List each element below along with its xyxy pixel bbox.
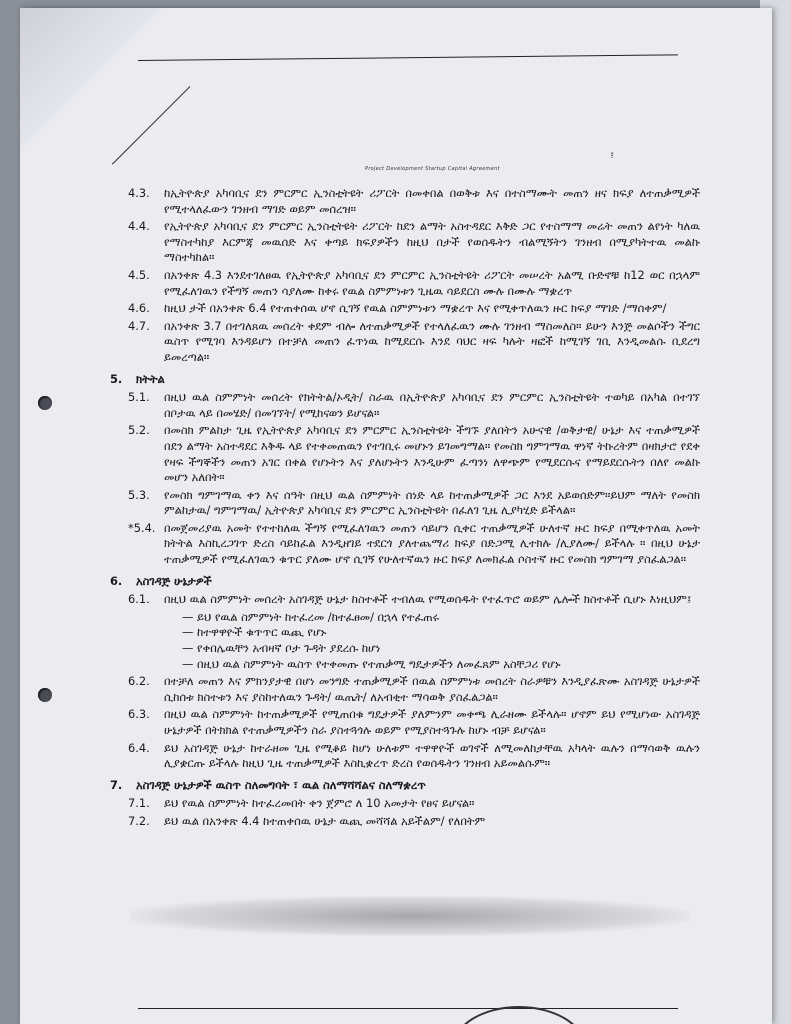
punch-hole-top <box>38 396 52 410</box>
clause-number: 4.3. <box>128 186 150 200</box>
section-title: አስገዳጅ ሁኔታዎች <box>136 573 212 588</box>
clause <box>110 301 700 317</box>
clause-text: የኢትዮጵያ አካባቢና ደን ምርምር ኢንስቲትዩት ሪፖርት ከደን ልማት አስተዳደር እቅድ ጋር የተስማማ መሬት መጠን ልየነት ካለዉ የማስተካከያ እርምጃ መዉሰድ እና ቀጣይ ክፍያዎችን ከዚህ በታች የወሰዱትን ብልሚኝትን ገንዘብ በሚያካትተዉ መልኩ ማስተካከል። <box>164 219 700 265</box>
clause-text: በአንቀጽ 3.7 በተገለጸዉ መሰረት ቀደም ብሎ ለተጠቃሚዎች የተላለፈዉን ሙሉ ገንዘብ ማስመለስ። ይሁን እንጅ መልሶችን ችግር ዉስጥ የሚገባ እንዳይሆን በተቻለ መጠን ፈጥነዉ ከሚደርሱ እንደ ባህር ዛፍ ካሉት ዛፎች ከሚገኝ ገቢ እንዲመልሱ ቢደረግ ይመረጣል። <box>164 318 700 364</box>
section-6-heading <box>110 574 700 590</box>
list-item: — በዚህ ዉል ስምምነት ዉስጥ የተቀመጡ የተጠቃሚ ግዴታዎችን ለመፈጸም አስቸጋሪ የሆኑ <box>182 656 561 671</box>
section-7-heading <box>110 778 700 794</box>
clauses-section-5 <box>110 390 700 568</box>
list-item: — የቀበሌዉቸን አብዛኛ ቦታ ጉዳት ያደረሱ ከሆነ <box>182 641 381 656</box>
clause-number: 6.3. <box>128 707 150 722</box>
clause-number: 5.2. <box>128 423 150 438</box>
clause-text: ይህ አስገዳጅ ሁኔታ ከተራዘመ ጊዜ የሚቆይ ከሆነ ሁለቱም ተዋዋዮች ወገኖች ለሚመለከታቸዉ አካላት ዉሉን በማሳወቅ ዉሉን ሊያቋርጡ ይችላሉ ከዚህ ጊዜ ተጠቃሚዎች እስኪቋረጥ ድረስ የወሰዱትን ገንዘብ አይመልሱም። <box>164 740 700 771</box>
clause-number: 7.1. <box>128 796 150 811</box>
clause <box>110 521 700 568</box>
clause-text: በመጀመሪያዉ አመት የተተከለዉ ችግኝ የሚፈለገዉን መጠን ሳይሆን ሲቀር ተጠቃሚዎች ሁለተኛ ዙር ክፍያ በሚቀጥለዉ አመት ክትትል እስኪረጋገጥ ድረስ ሳይከፈል እንዲዘገይ ተደርጎ ያለተጨማሪ ክፍያ በድጋሚ ሊተክሉ /ሊያለሙ/ ይችላሉ ። በዚህ ሁኔታ ተጠቃሚዎች የሚፈለገዉን ቁጥር ያለሙ ሆኖ ሲገኝ የሁለተኛዉን ዙር ክፍያ ለመክፈል ሶስተኛ ዙር የመስክ ግምገማ ያስፈልጋል። <box>164 520 700 567</box>
clause-number: *5.4. <box>128 520 156 535</box>
section-title: አስገዳጅ ሁኔታዎች ዉስጥ ስለመግባት ፣ ዉል ስለማሻሻልና ስለማቋረጥ <box>136 777 426 792</box>
list-item: — ከተዋዋዮች ቁጥጥር ዉጪ የሆኑ <box>182 625 327 640</box>
list-item: — ይህ የዉል ስምምነት ከተፈረመ /ከተፈፀመ/ በኋላ የተፈጠሩ <box>182 609 440 624</box>
clause-number: 6.4. <box>128 740 150 755</box>
clause-text: በዚህ ዉል ስምምነት ከተጠቃሚዎች የሚጠበቁ ግዴታዎች ያለምንም መቀጫ ሊራዘሙ ይችላሉ። ሆኖም ይህ የሚሆነው አስገዳጅ ሁኔታዎች በትክክል የተጠቃሚዎችን ስራ ያስተጓጎሉ ወይም የሚያስተጓጉሉ ከሆኑ ብቻ ይሆናል። <box>164 707 700 737</box>
clause-text: በመስክ ምልከታ ጊዜ የኢትዮጵያ አካባቢና ደን ምርምር ኢንስቲትዩት ችግኙ ያለበትን አሁናዊ /ወቅታዊ/ ሁኔታ እና ተጠቃሚዎች በደን ልማት አስተዳደር እቅዱ ላይ የተቀመጠዉን የተገቢሩ መሆኑን ይገመግማል። የመስክ ግምገማዉ ዋነኛ ትኩረትም በዛክታሮ የደቀ የዛፍ ችግኞችን መጠን አገር በቀል የሆኑትን እና ያለሆኑትን እንዲሁም ፈጣንነ ለዋጭም የሚደርሱና የማይደርሱትን በለየ መልኩ መሆን አለበት። <box>164 423 700 485</box>
clause-number: 5.3. <box>128 487 150 502</box>
clause-6-1 <box>110 592 700 608</box>
clause <box>110 814 700 830</box>
clause-text: ከዚህ ታች በአንቀጽ 6.4 የተጠቀሰዉ ሆኖ ሲገኝ የዉል ስምምነቱን ማቋረጥ እና የሚቀጥለዉን ዙር ክፍያ ማገድ /ማሰቀም/ <box>164 301 667 316</box>
clause <box>110 319 700 366</box>
clause <box>110 268 700 299</box>
running-header: Project Development Startup Capital Agreement <box>365 166 500 172</box>
clause-text: ይህ የዉል ስምምነት ከተፈረመበት ቀን ጀምሮ ለ 10 አመታት የፀና ይሆናል። <box>164 796 475 811</box>
clause-number: 4.4. <box>128 219 150 234</box>
clause <box>110 186 700 217</box>
clause-number: 4.7. <box>128 318 150 333</box>
folded-corner <box>20 8 170 158</box>
force-majeure-list <box>182 610 700 672</box>
clause-text: በዚህ ዉል ስምምነት መሰረት አስገዳጅ ሁኔታ ከስተቶች ተብለዉ የሚወሰዱት የተፈጥሮ ወይም ሌሎች ክስተቶች ሲሆኑ እነዚህም፤ <box>164 592 692 607</box>
clause-number: 6.2. <box>128 674 150 689</box>
clauses-section-4 <box>110 186 700 366</box>
clause <box>110 219 700 266</box>
clause-number: 7.2. <box>128 813 150 828</box>
document-body <box>110 186 700 832</box>
diagonal-line <box>112 86 190 164</box>
clause <box>110 423 700 485</box>
clause-number: 4.6. <box>128 301 150 316</box>
clause <box>110 488 700 519</box>
header-rule <box>138 54 678 61</box>
clause-number: 4.5. <box>128 267 150 282</box>
clause-text: በዚህ ዉል ስምምነት መሰረት የክትትል/ኦዲት/ ስራዉ በኢትዮጵያ አካባቢና ደን ምርምር ኢንስቲትዩት ተወካይ በአካል በተገኘ በቦታዉ ላይ በመሄድ/ በመገኘት/ የሚከናወን ይሆናል። <box>164 390 700 420</box>
section-5-heading <box>110 372 700 388</box>
clauses-section-7 <box>110 796 700 829</box>
clause-number: 6.1. <box>128 592 150 607</box>
section-title: ክትትል <box>136 371 165 386</box>
section-number: 5. <box>110 371 123 386</box>
clause <box>110 741 700 772</box>
page-mark: ፤ <box>610 150 615 161</box>
punch-hole-bottom <box>38 688 52 702</box>
clause-number: 5.1. <box>128 390 150 405</box>
clause <box>110 796 700 812</box>
clause <box>110 707 700 738</box>
clause-text: በተቻለ መጠን እና ምክንያታዊ በሆነ መንግድ ተጠቃሚዎች በዉል ስምምነቱ መሰረት ስራዎቹን እንዲያፈጽሙ አስገዳጅ ሁኔታዎች ሲከሰቱ ክስተቱን እና ያስከተለዉን ጉዳት/ ዉጤት/ ለአብቂተ ማሳወቅ ያስፈልጋል። <box>164 674 700 704</box>
clause-text: ይህ ዉል በአንቀጽ 4.4 ከተጠቀሰዉ ሁኔታ ዉጪ መሻሻል አይችልም/ የለበትም <box>164 813 486 828</box>
clause <box>110 390 700 421</box>
document-page <box>20 8 772 1024</box>
ink-smudge <box>130 896 690 936</box>
section-number: 6. <box>110 573 123 588</box>
clause-text: በአንቀጽ 4.3 እንደተገለፀዉ የኢትዮጵያ አካባቢና ደን ምርምር ኢንስቲትዩት ሪፖርት መሠረት አልሚ ቡድኖቹ ከ12 ወር በኋላም የሚፈለገዉን የችግኝ መጠን ሳያለሙ ከቀሩ የዉል ስምምነቱን ጊዜዉ ሳይደርስ ሙሉ በሙሉ ማቋረጥ <box>164 267 700 298</box>
clauses-section-6 <box>110 674 700 772</box>
clause-text: ከኢትዮጵያ አካባቢና ደን ምርምር ኢንስቲትዩት ሪፖርት በመቀበል በወቅቱ እና በተስማሙት መጠን ዘና ክፍያ ለተጠቃሚዎች የሚተላለፈውን ገንዘብ ማገድ ወይም መሰረዝ። <box>164 186 700 216</box>
clause-text: የመስክ ግምገማዉ ቀን እና ሰዓት በዚህ ዉል ስምምነት ሰነድ ላይ ከተጠቃሚዎች ጋር እንደ አይወሰድም።ይህም ማለት የመስክ ምልከታዉ/ ግምገማዉ/ ኢትዮጵያ አካባቢና ደን ምርምር ኢንስቲትዩት በፈለገ ጊዜ ሊያካሂድ ይችላል። <box>164 487 700 518</box>
section-number: 7. <box>110 777 123 792</box>
clause <box>110 674 700 705</box>
footer-rule <box>138 1008 678 1009</box>
